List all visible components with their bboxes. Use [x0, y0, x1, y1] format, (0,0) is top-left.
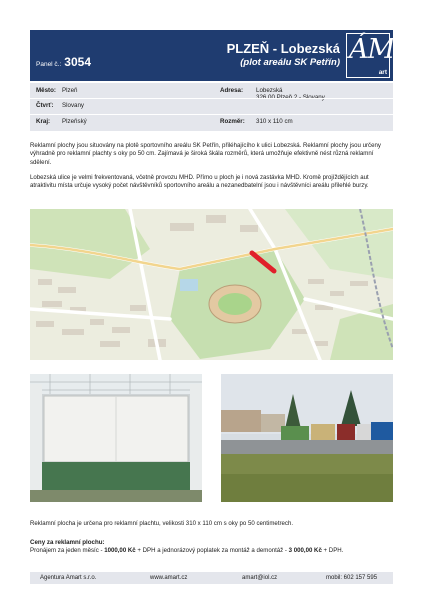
panel-number-label: [36, 55, 91, 69]
rozmer-value: 310 x 110 cm: [256, 118, 293, 125]
page-title: PLZEŇ - Lobezská: [226, 41, 340, 56]
price-text-3: + DPH.: [321, 547, 344, 554]
rozmer-label: Rozměr:: [220, 118, 245, 125]
location-map[interactable]: [30, 209, 393, 360]
footer-phone: mobil: 602 157 595: [326, 575, 378, 581]
logo-subtext: art: [378, 69, 387, 76]
price-text-2: + DPH a jednorázový poplatek za montáž a demontáž -: [135, 547, 289, 554]
amart-logo: [346, 33, 395, 78]
info-box: [30, 83, 393, 131]
page-subtitle: (plot areálu SK Petřín): [240, 57, 340, 68]
kraj-label: Kraj:: [36, 118, 51, 125]
price-installation: 3 000,00 Kč: [288, 547, 322, 554]
ctvrt-label: Čtvrť:: [36, 102, 54, 109]
mesto-label: Město:: [36, 87, 56, 94]
footer-company: Agentura Amart s.r.o.: [40, 575, 97, 581]
logo-text: ÁM: [349, 34, 395, 65]
description-paragraph-2: Lobezská ulice je velmi frekventovaná, včetně provozu MHD. Přímo u ploch je i nová zastávka MHD. Kromě projíždějících aut atraktivitu místa určuje vysoký počet návštěvníků sportovního areálu a nezanedbatelní jsou i návštěvníci areálu přilehlé burzy.: [30, 174, 369, 190]
header-bar: [30, 30, 393, 81]
kraj-value: Plzeňský: [62, 118, 87, 125]
info-divider: [30, 114, 393, 115]
adresa-line1: Lobezská: [256, 87, 283, 94]
description-paragraph-1: Reklamní plochy jsou situovány na plotě sportovního areálu SK Petřín, přiléhajícího k ulici Lobezská. Reklamní plochy jsou určeny výhradně pro reklamní plachty s oky po 50 cm. Zajímavá je široká škála rozměrů, která umožňuje efektivně nést různá reklamní sdělení.: [30, 142, 381, 166]
footer-bar: [30, 572, 393, 584]
panel-label: Panel č.:: [36, 61, 62, 68]
ctvrt-value: Slovany: [62, 102, 85, 109]
photo-street-view: [221, 374, 393, 502]
price-monthly: 1000,00 Kč: [104, 547, 136, 554]
info-divider: [30, 98, 393, 99]
panel-number: 3054: [64, 55, 91, 69]
prices-title: Ceny za reklamní plochu:: [30, 539, 105, 546]
prices-text: [30, 547, 343, 554]
adresa-label: Adresa:: [220, 87, 244, 94]
footer-web-link[interactable]: www.amart.cz: [150, 575, 188, 581]
map-graphic: [30, 209, 393, 360]
photo-caption: Reklamní plocha je určena pro reklamní plachtu, velikosti 310 x 110 cm s oky po 50 centimetrech.: [30, 520, 294, 527]
price-text-1: Pronájem za jeden měsíc -: [30, 547, 105, 554]
footer-email-link[interactable]: amart@iol.cz: [242, 575, 278, 581]
mesto-value: Plzeň: [62, 87, 78, 94]
photo-billboard-closeup: [30, 374, 202, 502]
